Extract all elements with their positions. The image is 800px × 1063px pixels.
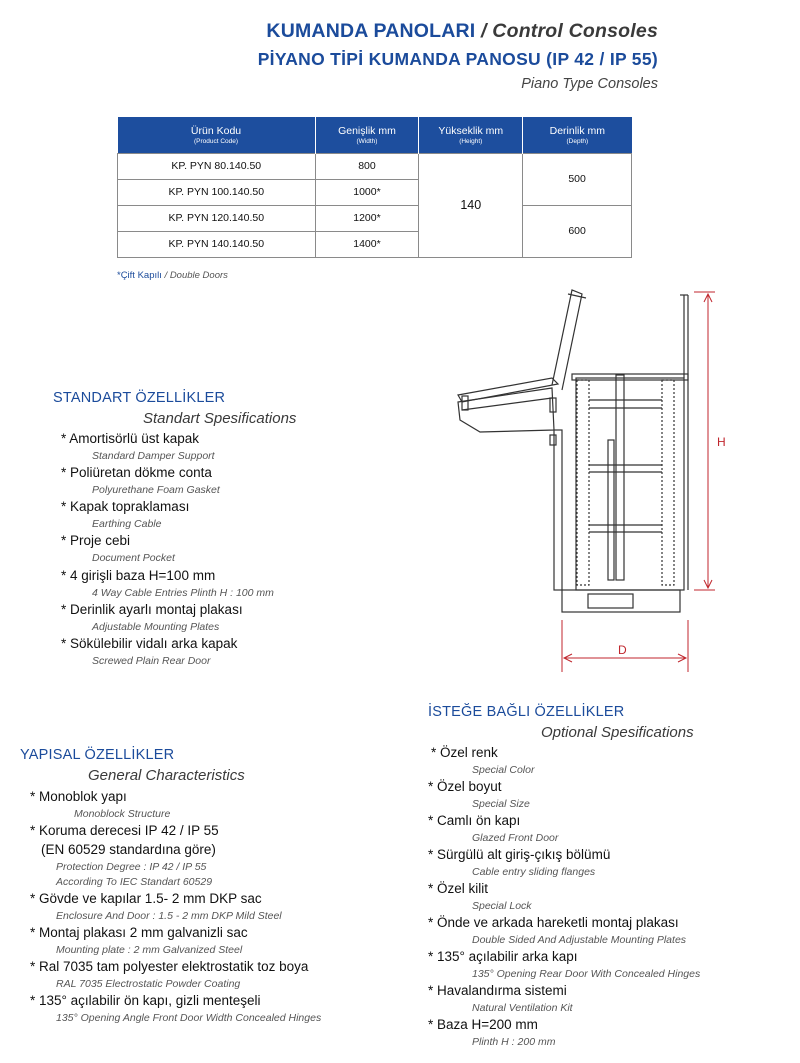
table-row [118,153,632,179]
cell-width: 1200* [315,205,419,231]
optional-item-en: Special Lock [472,900,532,912]
optional-item-en: Glazed Front Door [472,832,559,844]
page-subtitle-en: Piano Type Consoles [521,76,658,92]
standard-item: * Sökülebilir vidalı arka kapak [61,636,238,651]
general-item: * Ral 7035 tam polyester elektrostatik toz boya [30,959,309,974]
general-item-en: Mounting plate : 2 mm Galvanized Steel [56,944,243,956]
standard-item-en: Earthing Cable [92,518,162,530]
general-item-en: 135° Opening Angle Front Door Width Concealed Hinges [56,1012,322,1024]
standard-item-en: Standard Damper Support [92,450,215,462]
optional-item: * Özel boyut [428,779,502,794]
optional-item: * Baza H=200 mm [428,1017,538,1032]
optional-item: * 135° açılabilir arka kapı [428,949,578,964]
header-width: Genişlik mm (Width) [315,117,419,153]
dim-d-label: D [618,643,627,657]
general-item-en: Protection Degree : IP 42 / IP 55 [56,861,207,873]
cell-width: 1000* [315,179,419,205]
general-item: * 135° açılabilir ön kapı, gizli menteşeli [30,993,261,1008]
general-item-en: According To IEC Standart 60529 [56,876,213,888]
general-title: YAPISAL ÖZELLİKLER [20,747,175,763]
cell-depth: 600 [523,205,632,257]
general-item-en: Monoblock Structure [74,808,171,820]
title-separator: / [475,20,493,42]
general-item-cont: (EN 60529 standardına göre) [41,842,216,857]
page-title [266,20,658,43]
standard-item: * 4 girişli baza H=100 mm [61,568,216,583]
standard-item-en: Screwed Plain Rear Door [92,655,211,667]
cell-width: 800 [315,153,419,179]
optional-item-en: Special Size [472,798,530,810]
optional-item-en: Natural Ventilation Kit [472,1002,573,1014]
header-depth: Derinlik mm (Depth) [523,117,632,153]
cell-code: KP. PYN 140.140.50 [118,231,316,257]
optional-item: * Önde ve arkada hareketli montaj plakası [428,915,679,930]
header-product-code: Ürün Kodu (Product Code) [118,117,316,153]
standard-item-en: Polyurethane Foam Gasket [92,484,220,496]
general-item: * Gövde ve kapılar 1.5- 2 mm DKP sac [30,891,262,906]
cell-width: 1400* [315,231,419,257]
standard-item: * Kapak topraklaması [61,499,190,514]
cell-code: KP. PYN 80.140.50 [118,153,316,179]
general-item-en: Enclosure And Door : 1.5 - 2 mm DKP Mild Steel [56,910,282,922]
cell-code: KP. PYN 120.140.50 [118,205,316,231]
cell-code: KP. PYN 100.140.50 [118,179,316,205]
optional-item: * Camlı ön kapı [428,813,521,828]
page-subtitle: PİYANO TİPİ KUMANDA PANOSU (IP 42 / IP 55) [257,49,658,69]
standard-item: * Derinlik ayarlı montaj plakası [61,602,243,617]
title-tr: KUMANDA PANOLARI [266,20,476,42]
cell-height: 140 [419,153,523,257]
cell-depth: 500 [523,153,632,205]
general-item: * Montaj plakası 2 mm galvanizli sac [30,925,248,940]
optional-item-en: Cable entry sliding flanges [472,866,596,878]
optional-item: * Sürgülü alt giriş-çıkış bölümü [428,847,611,862]
optional-title: İSTEĞE BAĞLI ÖZELLİKLER [428,704,625,720]
optional-item-en: Special Color [472,764,535,776]
optional-item-en: Double Sided And Adjustable Mounting Plates [472,934,687,946]
standard-item: * Amortisörlü üst kapak [61,431,200,446]
standard-item: * Proje cebi [61,533,131,548]
table-row [118,205,632,231]
standard-subtitle: Standart Spesifications [143,410,297,427]
optional-item-en: 135° Opening Rear Door With Concealed Hinges [472,968,701,980]
table-header-row [118,117,632,153]
general-item: * Monoblok yapı [30,789,127,804]
optional-item: * Özel kilit [428,881,489,896]
general-item-en: RAL 7035 Electrostatic Powder Coating [56,978,241,990]
standard-item-en: 4 Way Cable Entries Plinth H : 100 mm [92,587,274,599]
optional-item: * Özel renk [431,745,498,760]
header-height: Yükseklik mm (Height) [419,117,523,153]
table-note: *Çift Kapılı / Double Doors [117,270,228,281]
optional-subtitle: Optional Spesifications [541,724,694,741]
standard-item: * Poliüretan dökme conta [61,465,212,480]
optional-item: * Havalandırma sistemi [428,983,567,998]
product-table [117,117,632,258]
standard-item-en: Document Pocket [92,552,175,564]
optional-item-en: Plinth H : 200 mm [472,1036,556,1048]
dim-h-label: H [717,435,726,449]
top-cover-line [552,290,582,390]
standard-title: STANDART ÖZELLİKLER [53,390,226,406]
general-subtitle: General Characteristics [88,767,245,784]
console-side-drawing [440,280,740,675]
title-en: Control Consoles [492,20,658,42]
standard-item-en: Adjustable Mounting Plates [92,621,220,633]
general-item: * Koruma derecesi IP 42 / IP 55 [30,823,219,838]
